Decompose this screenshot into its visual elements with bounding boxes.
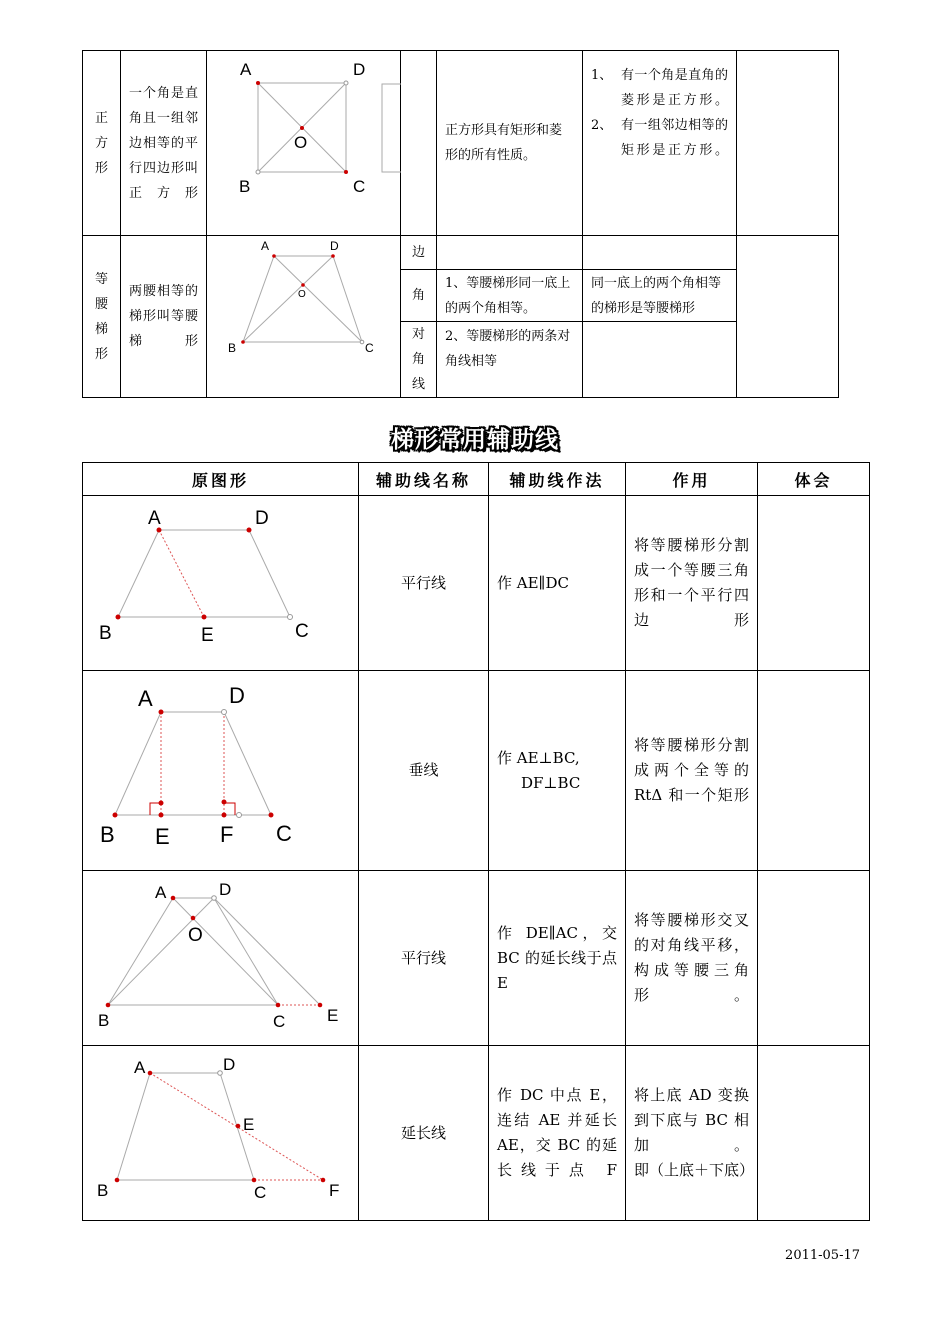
- label-e: E: [243, 1115, 255, 1134]
- method-cell: [489, 871, 626, 1046]
- footer-date: 2011-05-17: [785, 1248, 860, 1263]
- square-definition-cell: [121, 51, 207, 236]
- header-note: 体会: [758, 463, 870, 496]
- square-blank-cell: [401, 51, 437, 236]
- point-b: [115, 1178, 120, 1183]
- iso-property-diagonal: 2、等腰梯形的两条对角线相等: [437, 322, 583, 398]
- point-c: [252, 1178, 257, 1183]
- purpose-line-1: 将上底 AD 变换到下底与 BC 相加。: [634, 1086, 749, 1154]
- point-d: [222, 710, 227, 715]
- method: 作 DC 中点 E，连结 AE 并延长 AE，交 BC 的延长线于点 F: [497, 1086, 617, 1179]
- method: 作 DE∥AC，交 BC 的延长线于点 E: [497, 923, 617, 992]
- label-c: C: [276, 821, 292, 846]
- iso-property-angle: 1、等腰梯形同一底上的两个角相等。: [437, 270, 583, 322]
- point-f: [222, 813, 227, 818]
- label-f: F: [329, 1181, 340, 1200]
- method-cell: [489, 1046, 626, 1221]
- label-b: B: [97, 1181, 109, 1200]
- purpose: 将等腰梯形分割成两个全等的 RtΔ 和一个矩形: [634, 736, 749, 804]
- label-b: B: [99, 623, 112, 644]
- point-e: [236, 1124, 241, 1129]
- point-a: [272, 254, 276, 258]
- point-b: [113, 813, 118, 818]
- point-a: [148, 1071, 153, 1076]
- header-name: 辅助线名称: [359, 463, 489, 496]
- label-o: O: [298, 289, 306, 300]
- note: [758, 496, 870, 671]
- criterion-number: 1、: [591, 68, 613, 83]
- label-d: D: [223, 1055, 236, 1074]
- corner-marker: [237, 813, 242, 818]
- corner-f: [222, 800, 227, 805]
- square-name-cell: [83, 51, 121, 236]
- label-a: A: [148, 508, 161, 529]
- point-c: [360, 340, 364, 344]
- line-name: 延长线: [359, 1046, 489, 1221]
- label-c: C: [295, 621, 309, 642]
- label-d: D: [255, 508, 269, 529]
- note: [758, 1046, 870, 1221]
- iso-aspect-diagonal-cell: [401, 322, 437, 398]
- label-e: E: [155, 824, 170, 849]
- point-d: [331, 254, 335, 258]
- iso-criterion-side: [583, 236, 737, 270]
- point-o: [301, 283, 305, 287]
- point-e: [318, 1003, 323, 1008]
- point-f: [321, 1178, 326, 1183]
- label-b: B: [228, 341, 237, 355]
- line-name: 平行线: [359, 871, 489, 1046]
- corner-e: [159, 801, 164, 806]
- figure-parallel-de: [83, 871, 357, 1045]
- label-b: B: [239, 177, 251, 196]
- iso-property-side: [437, 236, 583, 270]
- iso-criterion-diagonal: [583, 322, 737, 398]
- label-d: D: [229, 683, 245, 708]
- label-c: C: [353, 177, 366, 196]
- label-e: E: [201, 625, 214, 646]
- note: [758, 871, 870, 1046]
- label-d: D: [219, 880, 232, 899]
- method-cell: [489, 671, 626, 871]
- header-purpose: 作用: [626, 463, 758, 496]
- iso-definition: 两腰相等的梯形叫等腰梯形: [129, 284, 198, 349]
- iso-aspect-diagonal: 对角线: [411, 327, 425, 392]
- point-e: [202, 615, 207, 620]
- square-property-cell: [437, 51, 583, 236]
- label-o: O: [188, 925, 203, 946]
- square-figure: [206, 51, 400, 225]
- label-a: A: [138, 686, 153, 711]
- purpose-cell: [626, 671, 758, 871]
- label-a: A: [134, 1058, 146, 1077]
- line-name: 平行线: [359, 496, 489, 671]
- label-f: F: [220, 822, 234, 847]
- point-c: [288, 615, 293, 620]
- section-title: 梯形常用辅助线: [391, 427, 559, 453]
- point-b: [256, 170, 260, 174]
- point-b: [106, 1003, 111, 1008]
- note: [758, 671, 870, 871]
- method: 作 AE∥DC: [489, 496, 626, 671]
- criterion-text: 有一个角是直角的菱形是正方形。: [621, 68, 728, 108]
- point-a: [256, 81, 260, 85]
- point-b: [116, 615, 121, 620]
- method-line-1: 作 AE⊥BC,: [497, 748, 580, 767]
- purpose: 将等腰梯形交叉的对角线平移，构成等腰三角形。: [634, 911, 749, 1004]
- point-d: [212, 896, 217, 901]
- figure-perpendiculars: [83, 671, 357, 870]
- purpose-cell: [626, 871, 758, 1046]
- square-definition: 一个角是直角且一组邻边相等的平行四边形叫正方形: [129, 85, 198, 201]
- line-name: 垂线: [359, 671, 489, 871]
- iso-name: 等腰梯形: [94, 271, 108, 362]
- purpose-line-2: 即（上底＋下底）: [634, 1161, 755, 1179]
- figure-extension: [83, 1046, 357, 1220]
- method-line-2: DF⊥BC: [521, 773, 581, 792]
- shapes-table: [82, 50, 839, 398]
- square-name: 正方形: [94, 110, 108, 176]
- isosceles-figure: [206, 226, 400, 386]
- iso-aspect-angle: 角: [401, 270, 437, 322]
- label-c: C: [273, 1012, 286, 1031]
- square-criteria-cell: [583, 51, 737, 236]
- iso-definition-cell: [121, 236, 207, 398]
- point-o: [300, 126, 304, 130]
- point-d: [247, 528, 252, 533]
- header-figure: 原图形: [83, 463, 359, 496]
- label-c: C: [254, 1183, 267, 1202]
- label-o: O: [294, 133, 308, 152]
- point-d: [218, 1071, 223, 1076]
- square-criterion-1: [591, 63, 728, 113]
- point-o: [191, 916, 196, 921]
- point-c: [269, 813, 274, 818]
- label-c: C: [365, 341, 374, 355]
- criterion-text: 有一组邻边相等的矩形是正方形。: [621, 118, 728, 158]
- point-a: [159, 710, 164, 715]
- point-b: [241, 340, 245, 344]
- criterion-number: 2、: [591, 118, 613, 133]
- iso-note-cell: [737, 236, 839, 398]
- point-e: [159, 813, 164, 818]
- label-a: A: [261, 239, 270, 253]
- square-note-cell: [737, 51, 839, 236]
- label-e: E: [327, 1006, 339, 1025]
- label-d: D: [330, 239, 339, 253]
- figure-parallel-ae: [83, 496, 357, 670]
- iso-name-cell: [83, 236, 121, 398]
- label-a: A: [155, 883, 167, 902]
- label-d: D: [353, 60, 366, 79]
- label-a: A: [240, 60, 252, 79]
- square-criterion-2: [591, 113, 728, 163]
- square-property: 正方形具有矩形和菱形的所有性质。: [445, 123, 563, 163]
- purpose-cell: [626, 496, 758, 671]
- purpose-cell: [626, 1046, 758, 1221]
- header-method: 辅助线作法: [489, 463, 626, 496]
- iso-aspect-side: 边: [401, 236, 437, 270]
- label-b: B: [100, 822, 115, 847]
- purpose: 将等腰梯形分割成一个等腰三角形和一个平行四边形: [634, 536, 749, 629]
- point-c: [344, 170, 348, 174]
- point-d: [344, 81, 348, 85]
- iso-criterion-angle: 同一底上的两个角相等的梯形是等腰梯形: [583, 270, 737, 322]
- point-c: [276, 1003, 281, 1008]
- point-a: [171, 896, 176, 901]
- label-b: B: [98, 1011, 110, 1030]
